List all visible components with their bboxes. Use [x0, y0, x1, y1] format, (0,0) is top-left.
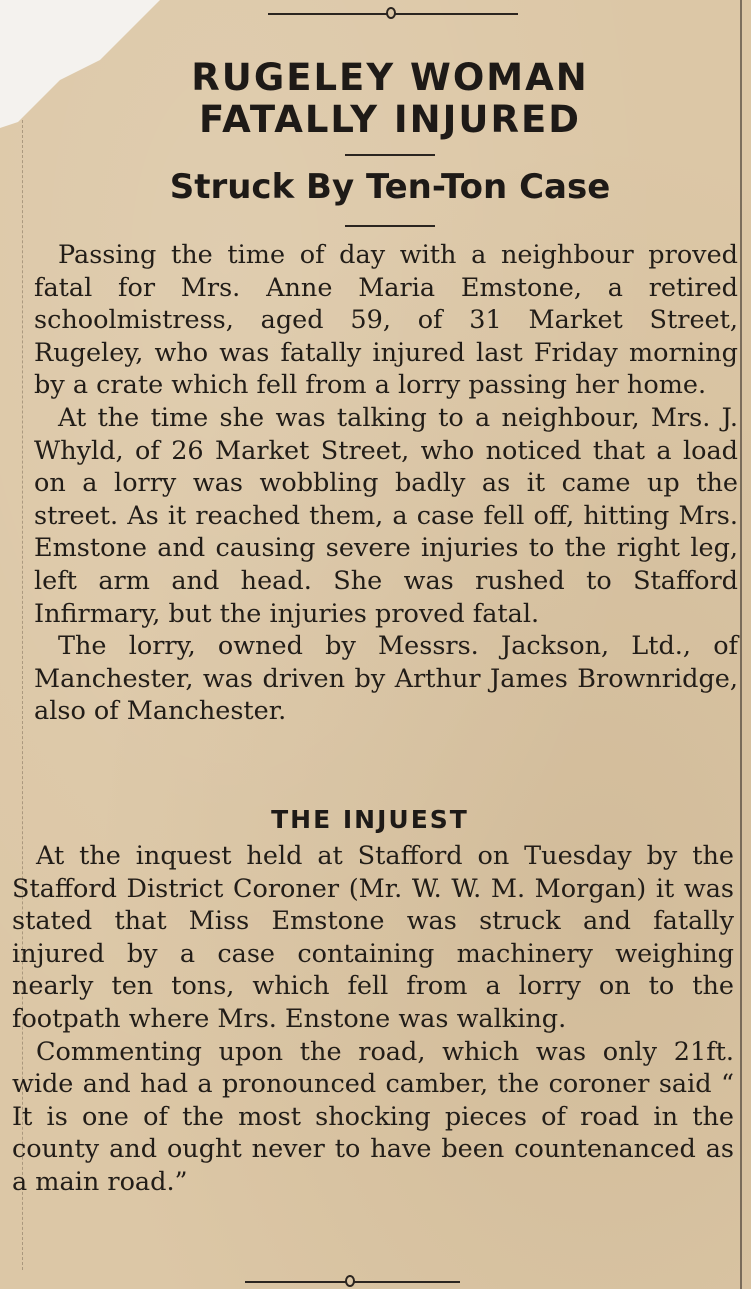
- subheadline: Struck By Ten-Ton Case: [169, 167, 611, 207]
- section-heading: THE INJUEST: [271, 805, 469, 834]
- paragraph-5: Commenting upon the road, which was only 21ft. wide and had a pronounced camber, the coroner said “ It is one of the most shocking pieces of road in the county and ought never to have been countenanced as a main road.”: [12, 1036, 734, 1197]
- ornament-knot-icon: [345, 1275, 355, 1287]
- top-ornament-rule: [268, 13, 518, 15]
- paragraph-3: The lorry, owned by Messrs. Jackson, Ltd., of Manchester, was driven by Arthur James Brownridge, also of Manchester.: [34, 631, 738, 727]
- headline-line-1: RUGELEY WOMAN: [191, 56, 589, 99]
- paragraph-4: At the inquest held at Stafford on Tuesday by the Stafford District Coroner (Mr. W. W. M. Morgan) it was stated that Miss Emstone was struck and fatally injured by a case containing machinery weighing nearly ten tons, which fell from a lorry on to the footpath where Mrs. Enstone was walking.: [12, 841, 734, 1034]
- article-body-part-1: [34, 239, 738, 728]
- right-column-rule: [740, 0, 742, 1289]
- headline-divider: [345, 154, 435, 156]
- bottom-ornament-rule: [245, 1281, 460, 1283]
- paragraph-2: At the time she was talking to a neighbour, Mrs. J. Whyld, of 26 Market Street, who noticed that a load on a lorry was wobbling badly as it came up the street. As it reached them, a case fell off, hitting Mrs. Emstone and causing severe injuries to the right leg, left arm and head. She was rushed to Stafford Infirmary, but the injuries proved fatal.: [34, 402, 738, 629]
- subheadline-divider: [345, 225, 435, 227]
- headline-line-2: FATALLY INJURED: [199, 98, 581, 141]
- ornament-knot-icon: [386, 7, 396, 19]
- article-body-part-2: [12, 840, 734, 1199]
- paragraph-1: Passing the time of day with a neighbour proved fatal for Mrs. Anne Maria Emstone, a retired schoolmistress, aged 59, of 31 Market Street, Rugeley, who was fatally injured last Friday morning by a crate which fell from a lorry passing her home.: [34, 240, 738, 401]
